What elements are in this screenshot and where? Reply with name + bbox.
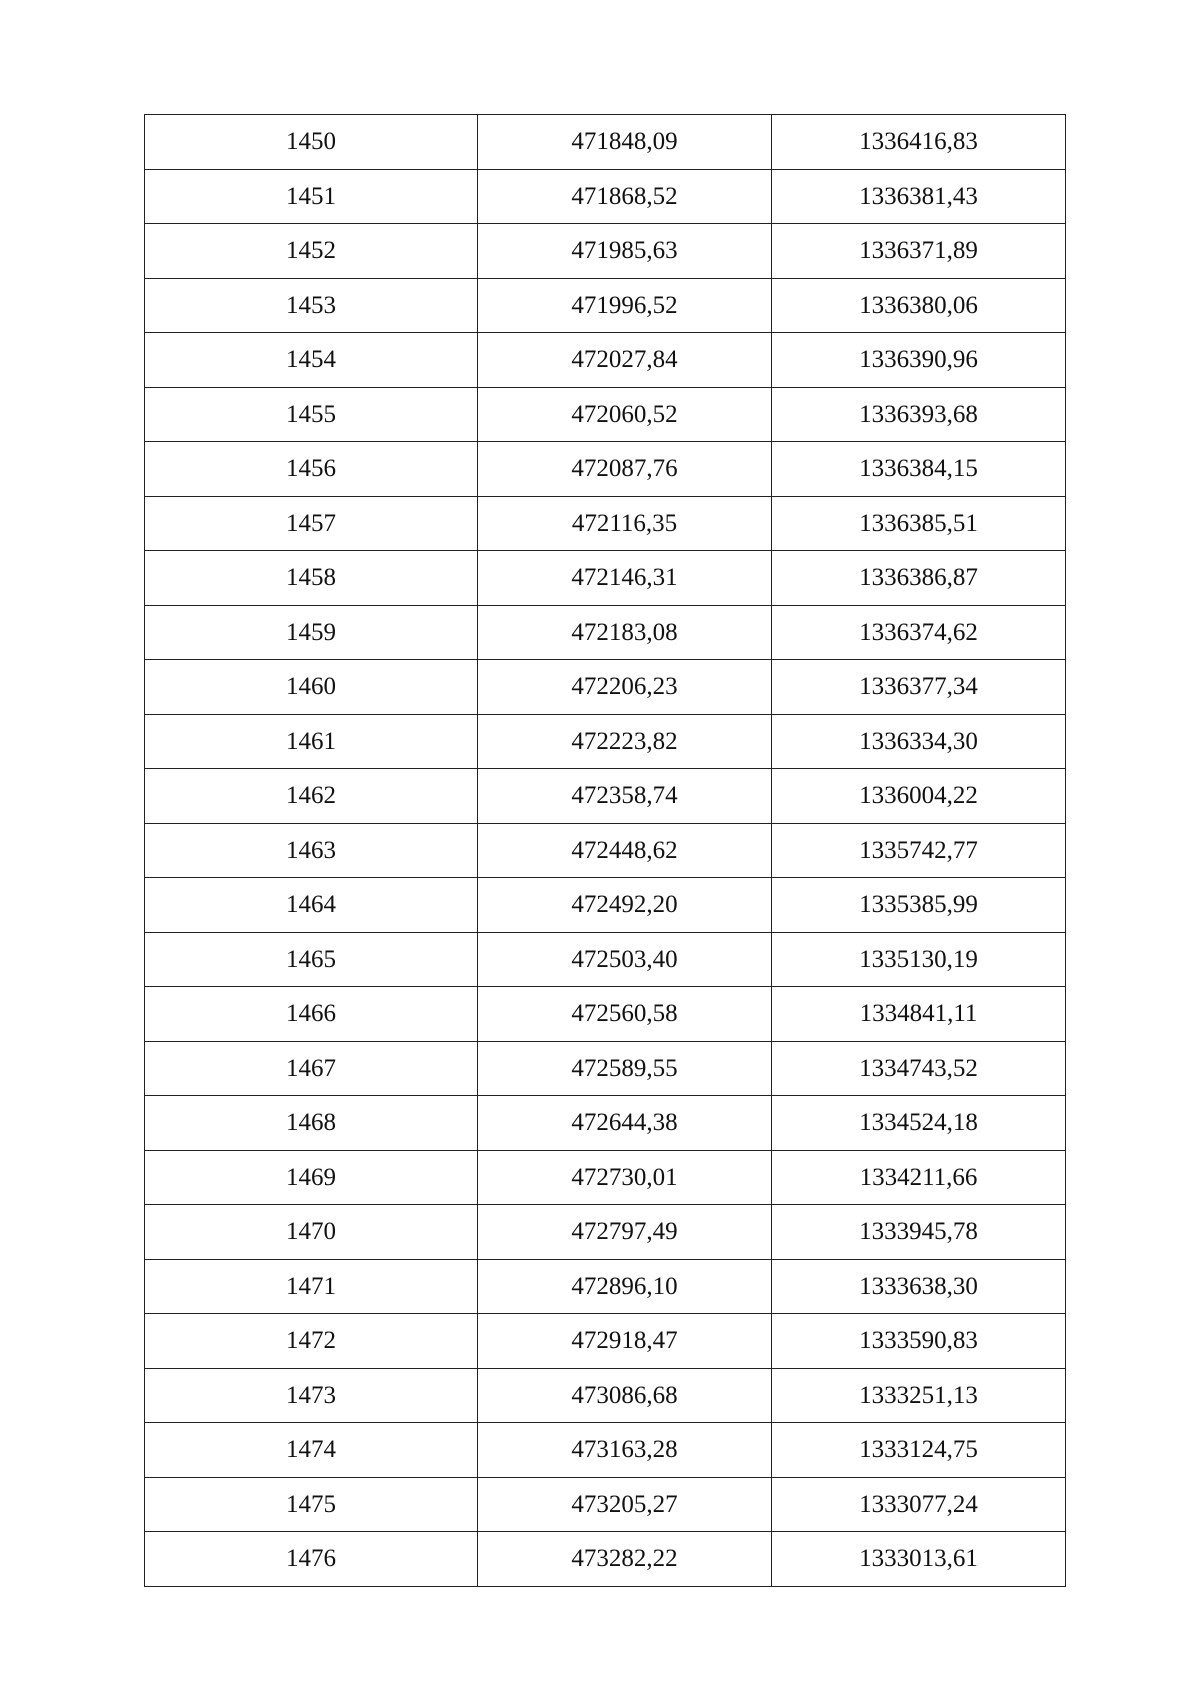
point-number-cell: 1453 <box>145 278 478 333</box>
y-coordinate-cell: 1336374,62 <box>772 605 1066 660</box>
table-row <box>145 169 1066 224</box>
table-row <box>145 1477 1066 1532</box>
x-coordinate-cell: 472206,23 <box>478 660 772 715</box>
y-coordinate-cell: 1333590,83 <box>772 1314 1066 1369</box>
x-coordinate-cell: 473163,28 <box>478 1423 772 1478</box>
table-row <box>145 115 1066 170</box>
x-coordinate-cell: 471848,09 <box>478 115 772 170</box>
x-coordinate-cell: 472644,38 <box>478 1096 772 1151</box>
y-coordinate-cell: 1335742,77 <box>772 823 1066 878</box>
point-number-cell: 1460 <box>145 660 478 715</box>
table-row <box>145 1532 1066 1587</box>
table-row <box>145 551 1066 606</box>
point-number-cell: 1466 <box>145 987 478 1042</box>
point-number-cell: 1452 <box>145 224 478 279</box>
point-number-cell: 1476 <box>145 1532 478 1587</box>
table-row <box>145 1150 1066 1205</box>
y-coordinate-cell: 1336004,22 <box>772 769 1066 824</box>
x-coordinate-cell: 473205,27 <box>478 1477 772 1532</box>
table-row <box>145 932 1066 987</box>
x-coordinate-cell: 471868,52 <box>478 169 772 224</box>
x-coordinate-cell: 472560,58 <box>478 987 772 1042</box>
x-coordinate-cell: 472146,31 <box>478 551 772 606</box>
table-row <box>145 1368 1066 1423</box>
y-coordinate-cell: 1336416,83 <box>772 115 1066 170</box>
table-row <box>145 823 1066 878</box>
y-coordinate-cell: 1336380,06 <box>772 278 1066 333</box>
y-coordinate-cell: 1333124,75 <box>772 1423 1066 1478</box>
point-number-cell: 1473 <box>145 1368 478 1423</box>
x-coordinate-cell: 472448,62 <box>478 823 772 878</box>
point-number-cell: 1475 <box>145 1477 478 1532</box>
table-row <box>145 1259 1066 1314</box>
x-coordinate-cell: 472730,01 <box>478 1150 772 1205</box>
x-coordinate-cell: 472183,08 <box>478 605 772 660</box>
table-row <box>145 496 1066 551</box>
point-number-cell: 1468 <box>145 1096 478 1151</box>
table-row <box>145 878 1066 933</box>
y-coordinate-cell: 1335130,19 <box>772 932 1066 987</box>
table-row <box>145 605 1066 660</box>
y-coordinate-cell: 1335385,99 <box>772 878 1066 933</box>
table-row <box>145 987 1066 1042</box>
x-coordinate-cell: 471996,52 <box>478 278 772 333</box>
y-coordinate-cell: 1336393,68 <box>772 387 1066 442</box>
point-number-cell: 1470 <box>145 1205 478 1260</box>
y-coordinate-cell: 1336390,96 <box>772 333 1066 388</box>
table-row <box>145 660 1066 715</box>
point-number-cell: 1456 <box>145 442 478 497</box>
table-row <box>145 278 1066 333</box>
y-coordinate-cell: 1336381,43 <box>772 169 1066 224</box>
point-number-cell: 1465 <box>145 932 478 987</box>
x-coordinate-cell: 472589,55 <box>478 1041 772 1096</box>
table-row <box>145 1205 1066 1260</box>
x-coordinate-cell: 472116,35 <box>478 496 772 551</box>
y-coordinate-cell: 1334841,11 <box>772 987 1066 1042</box>
point-number-cell: 1458 <box>145 551 478 606</box>
point-number-cell: 1462 <box>145 769 478 824</box>
point-number-cell: 1463 <box>145 823 478 878</box>
point-number-cell: 1461 <box>145 714 478 769</box>
y-coordinate-cell: 1334211,66 <box>772 1150 1066 1205</box>
x-coordinate-cell: 472918,47 <box>478 1314 772 1369</box>
y-coordinate-cell: 1333638,30 <box>772 1259 1066 1314</box>
x-coordinate-cell: 473086,68 <box>478 1368 772 1423</box>
point-number-cell: 1474 <box>145 1423 478 1478</box>
x-coordinate-cell: 472503,40 <box>478 932 772 987</box>
table-row <box>145 1314 1066 1369</box>
table-row <box>145 714 1066 769</box>
x-coordinate-cell: 472797,49 <box>478 1205 772 1260</box>
table-row <box>145 442 1066 497</box>
x-coordinate-cell: 472060,52 <box>478 387 772 442</box>
table-row <box>145 1423 1066 1478</box>
coordinates-table-body <box>145 115 1066 1587</box>
point-number-cell: 1451 <box>145 169 478 224</box>
point-number-cell: 1467 <box>145 1041 478 1096</box>
table-row <box>145 1096 1066 1151</box>
point-number-cell: 1459 <box>145 605 478 660</box>
x-coordinate-cell: 472896,10 <box>478 1259 772 1314</box>
point-number-cell: 1454 <box>145 333 478 388</box>
y-coordinate-cell: 1333077,24 <box>772 1477 1066 1532</box>
point-number-cell: 1469 <box>145 1150 478 1205</box>
point-number-cell: 1472 <box>145 1314 478 1369</box>
y-coordinate-cell: 1336371,89 <box>772 224 1066 279</box>
x-coordinate-cell: 471985,63 <box>478 224 772 279</box>
x-coordinate-cell: 472223,82 <box>478 714 772 769</box>
x-coordinate-cell: 472027,84 <box>478 333 772 388</box>
x-coordinate-cell: 472358,74 <box>478 769 772 824</box>
x-coordinate-cell: 472492,20 <box>478 878 772 933</box>
point-number-cell: 1450 <box>145 115 478 170</box>
point-number-cell: 1464 <box>145 878 478 933</box>
y-coordinate-cell: 1336384,15 <box>772 442 1066 497</box>
y-coordinate-cell: 1334524,18 <box>772 1096 1066 1151</box>
table-row <box>145 769 1066 824</box>
y-coordinate-cell: 1334743,52 <box>772 1041 1066 1096</box>
table-row <box>145 224 1066 279</box>
y-coordinate-cell: 1336385,51 <box>772 496 1066 551</box>
y-coordinate-cell: 1336377,34 <box>772 660 1066 715</box>
y-coordinate-cell: 1333251,13 <box>772 1368 1066 1423</box>
x-coordinate-cell: 473282,22 <box>478 1532 772 1587</box>
y-coordinate-cell: 1336334,30 <box>772 714 1066 769</box>
point-number-cell: 1457 <box>145 496 478 551</box>
table-row <box>145 333 1066 388</box>
point-number-cell: 1455 <box>145 387 478 442</box>
y-coordinate-cell: 1336386,87 <box>772 551 1066 606</box>
table-row <box>145 1041 1066 1096</box>
y-coordinate-cell: 1333013,61 <box>772 1532 1066 1587</box>
coordinates-table <box>144 114 1066 1587</box>
x-coordinate-cell: 472087,76 <box>478 442 772 497</box>
point-number-cell: 1471 <box>145 1259 478 1314</box>
table-row <box>145 387 1066 442</box>
y-coordinate-cell: 1333945,78 <box>772 1205 1066 1260</box>
